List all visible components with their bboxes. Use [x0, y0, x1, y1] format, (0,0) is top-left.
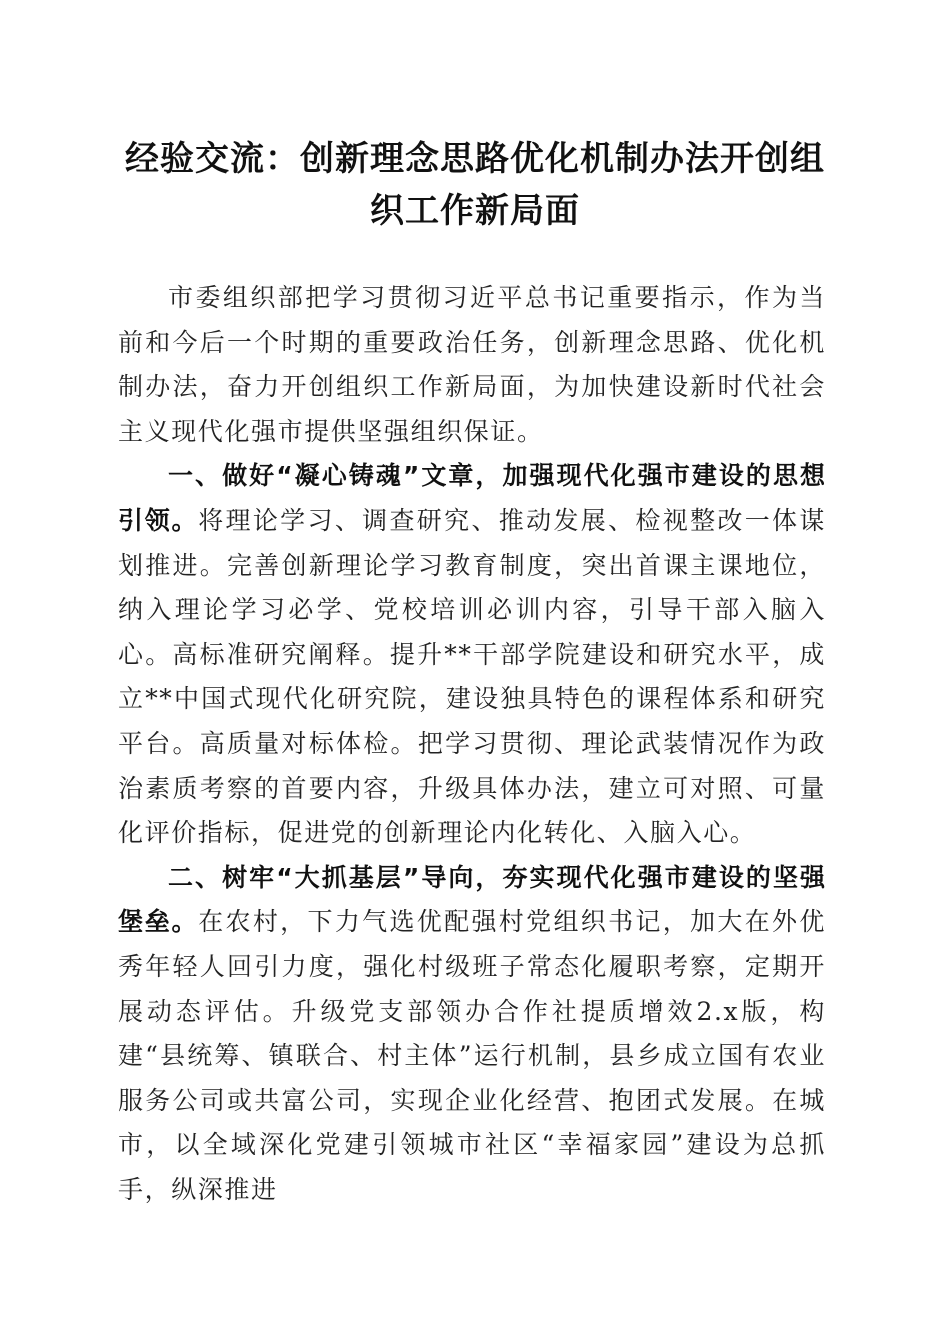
section-1-heading: 一、做好“凝心铸魂”文章，加强现代化强市建设的思想引领。	[118, 461, 826, 535]
paragraph-section-2	[118, 856, 826, 1213]
document-title: 经验交流：创新理念思路优化机制办法开创组织工作新局面	[125, 139, 825, 231]
section-2-text: 在农村，下力气选优配强村党组织书记，加大在外优秀年轻人回引力度，强化村级班子常态化履职考察，定期开展动态评估。升级党支部领办合作社提质增效2.x版，构建“县统筹、镇联合、村主体”运行机制，县乡成立国有农业服务公司或共富公司，实现企业化经营、抱团式发展。在城市，以全域深化党建引领城市社区“幸福家园”建设为总抓手，纵深推进	[118, 907, 826, 1204]
paragraph-intro-text: 市委组织部把学习贯彻习近平总书记重要指示，作为当前和今后一个时期的重要政治任务，创新理念思路、优化机制办法，奋力开创组织工作新局面，为加快建设新时代社会主义现代化强市提供坚强组织保证。	[118, 283, 826, 446]
paragraph-intro	[118, 276, 826, 454]
section-1-text: 将理论学习、调查研究、推动发展、检视整改一体谋划推进。完善创新理论学习教育制度，突出首课主课地位，纳入理论学习必学、党校培训必训内容，引导干部入脑入心。高标准研究阐释。提升**干部学院建设和研究水平，成立**中国式现代化研究院，建设独具特色的课程体系和研究平台。高质量对标体检。把学习贯彻、理论武装情况作为政治素质考察的首要内容，升级具体办法，建立可对照、可量化评价指标，促进党的创新理论内化转化、入脑入心。	[118, 505, 826, 848]
section-2-heading: 二、树牢“大抓基层”导向，夯实现代化强市建设的坚强堡垒。	[118, 862, 826, 937]
document-body	[118, 276, 826, 1212]
paragraph-section-1	[118, 454, 826, 855]
